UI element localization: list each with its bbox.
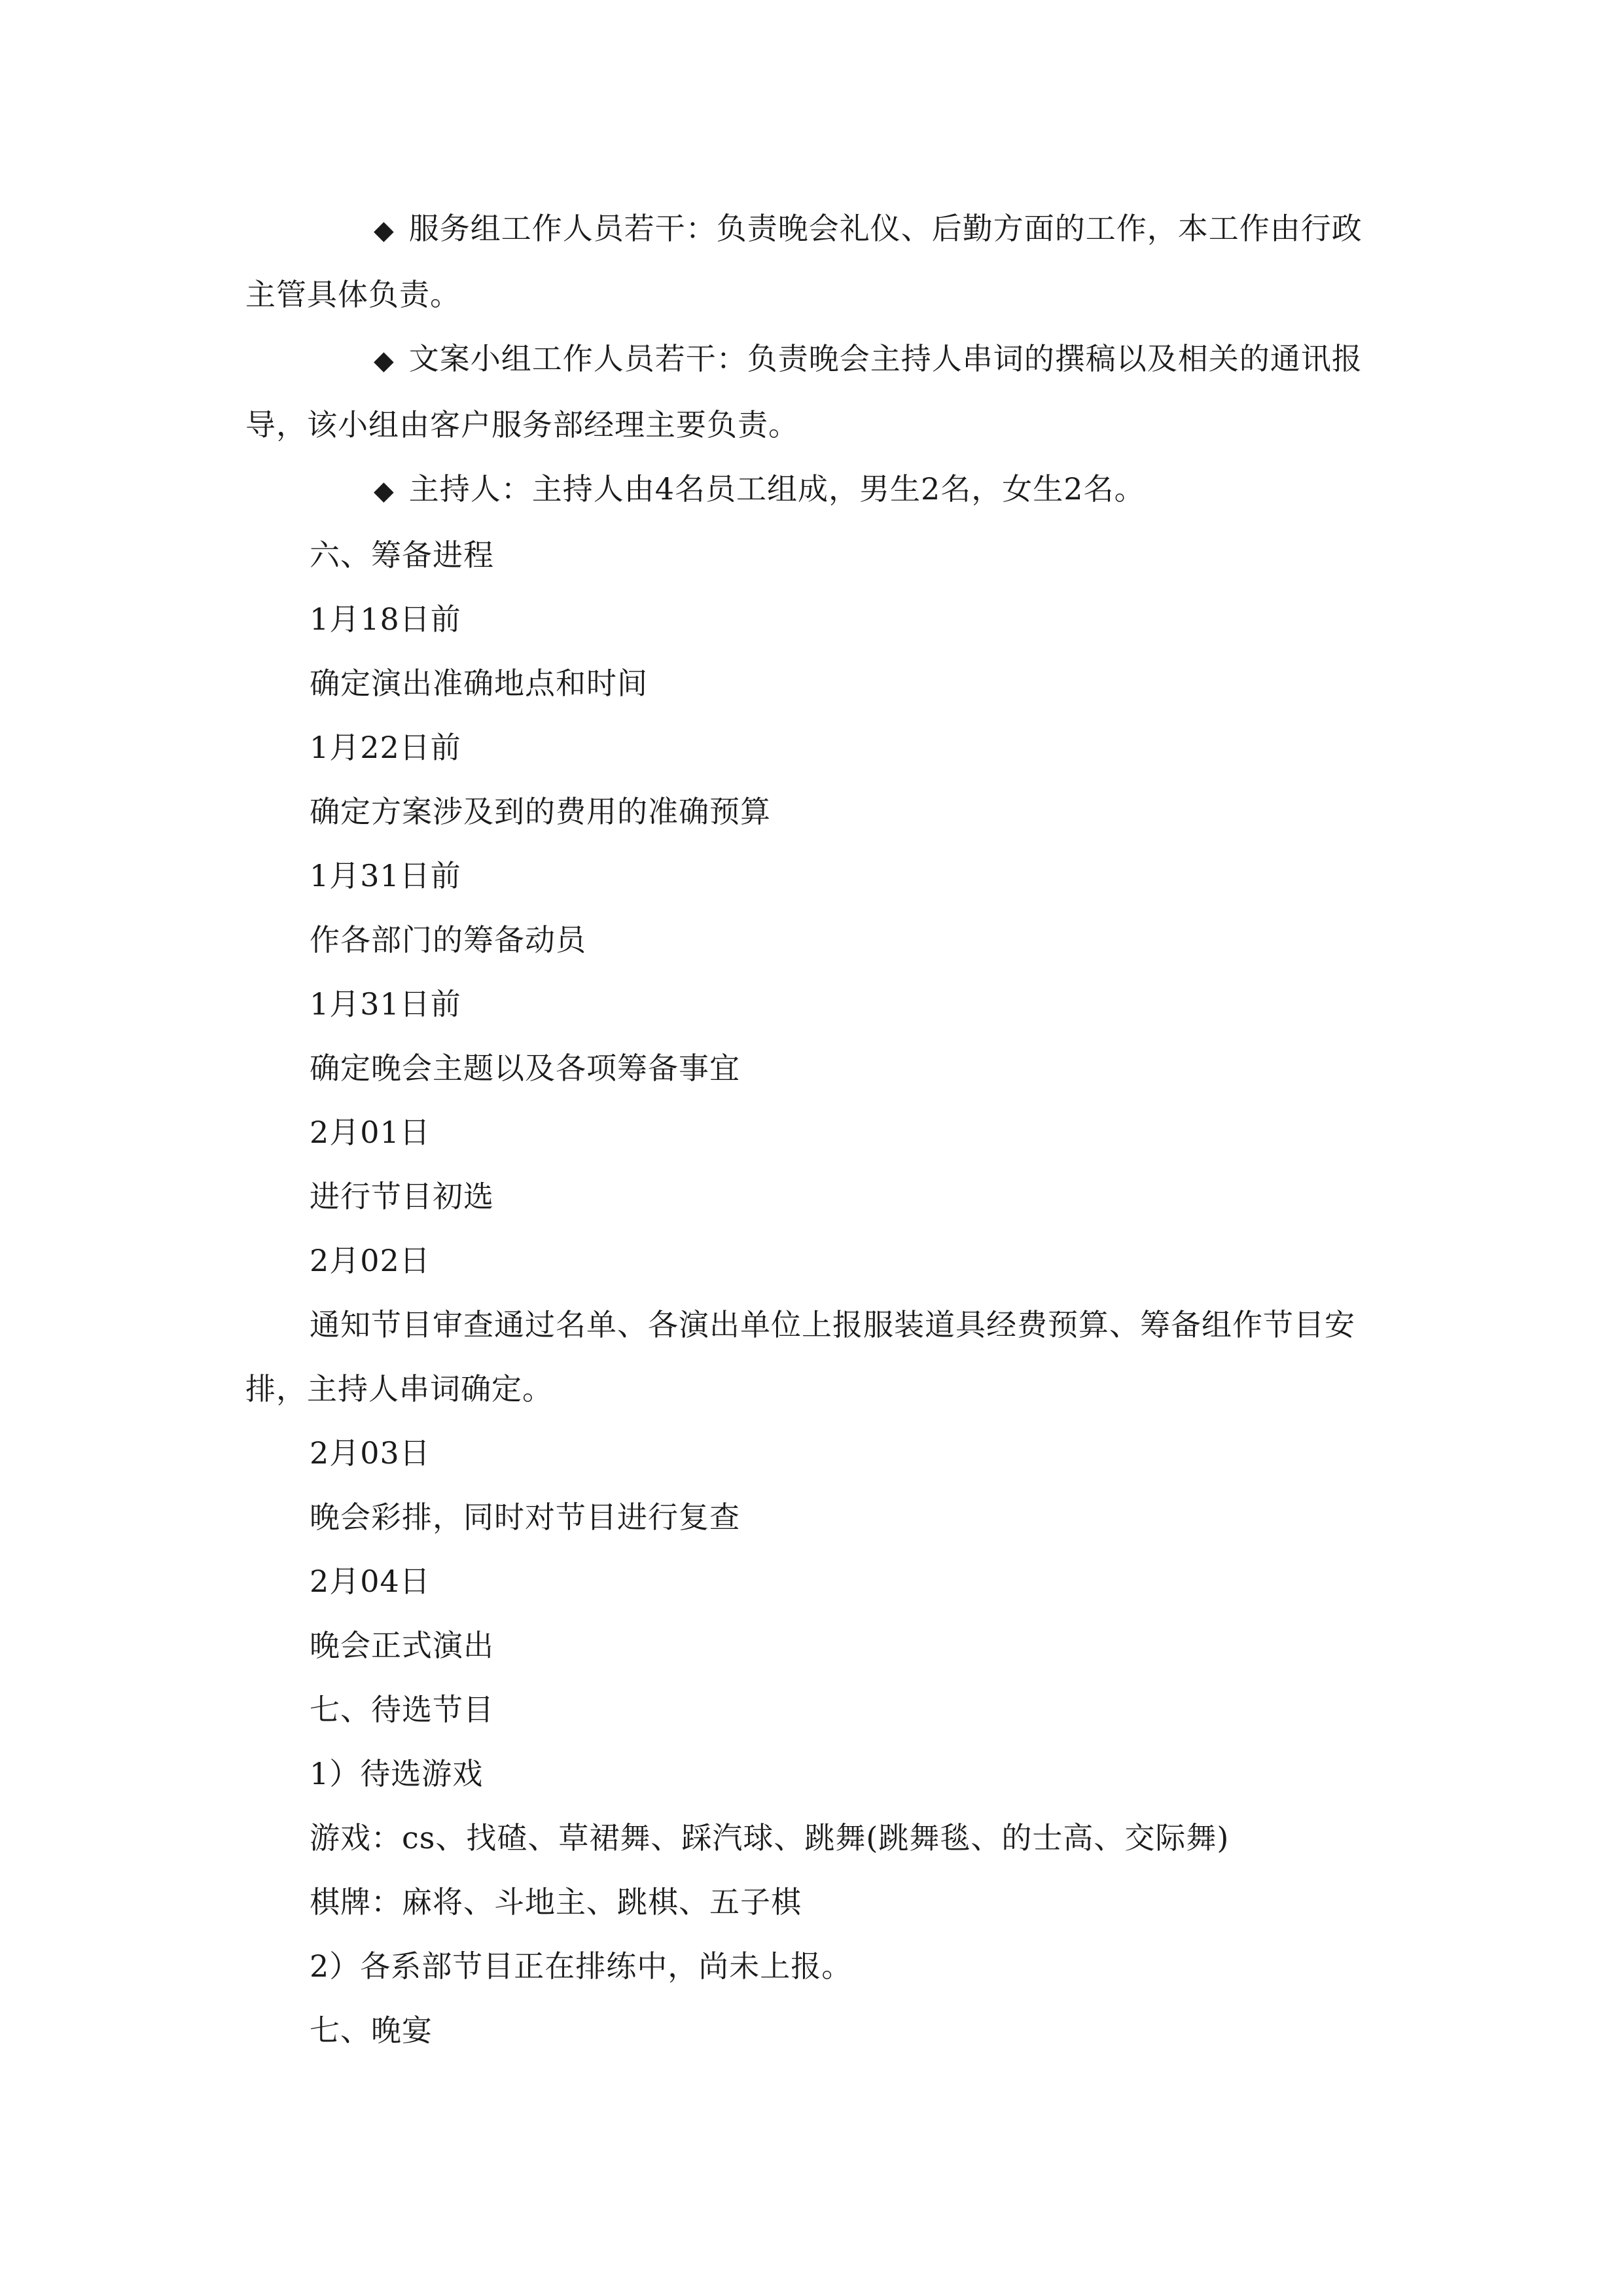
- bullet-paragraph: [245, 457, 1381, 523]
- schedule-date: 1月31日前: [310, 986, 461, 1022]
- paragraph-text: 文案小组工作人员若干：负责晚会主持人串词的撰稿以及相关的通讯报导，该小组由客户服务部经理主要负责。: [245, 341, 1363, 442]
- section-heading: 七、晚宴: [310, 2013, 433, 2048]
- document-body: [245, 196, 1381, 2062]
- schedule-task: 作各部门的筹备动员: [310, 922, 586, 958]
- schedule-date: 1月31日前: [310, 858, 461, 893]
- schedule-task: 确定方案涉及到的费用的准确预算: [310, 794, 771, 829]
- paragraph-text: 服务组工作人员若干：负责晚会礼仪、后勤方面的工作，本工作由行政主管具体负责。: [245, 211, 1363, 312]
- diamond-bullet-icon: ◆: [374, 215, 395, 245]
- schedule-date: 1月18日前: [310, 601, 461, 637]
- list-item: 2）各系部节目正在排练中，尚未上报。: [310, 1948, 853, 1984]
- schedule-date: 1月22日前: [310, 730, 461, 765]
- list-item: 游戏：cs、找碴、草裙舞、踩汽球、跳舞(跳舞毯、的士高、交际舞): [310, 1820, 1230, 1856]
- bullet-paragraph: [245, 327, 1381, 457]
- diamond-bullet-icon: ◆: [374, 346, 395, 376]
- schedule-date: 2月01日: [310, 1115, 431, 1150]
- section-heading: 六、筹备进程: [310, 537, 494, 573]
- list-item: 棋牌：麻将、斗地主、跳棋、五子棋: [310, 1884, 802, 1920]
- bullet-paragraph: [245, 196, 1381, 327]
- schedule-task: 晚会正式演出: [310, 1628, 494, 1663]
- schedule-task: 确定演出准确地点和时间: [310, 666, 648, 701]
- section-heading: 七、待选节目: [310, 1692, 494, 1727]
- schedule-date: 2月03日: [310, 1435, 431, 1471]
- list-item: 1）待选游戏: [310, 1756, 484, 1791]
- schedule-date: 2月04日: [310, 1564, 431, 1599]
- schedule-task: 通知节目审查通过名单、各演出单位上报服装道具经费预算、筹备组作节目安排，主持人串词确定。: [245, 1307, 1355, 1407]
- schedule-task: 确定晚会主题以及各项筹备事宜: [310, 1050, 740, 1086]
- schedule-task: 晚会彩排，同时对节目进行复查: [310, 1499, 740, 1535]
- schedule-task: 进行节目初选: [310, 1179, 494, 1214]
- paragraph-text: 主持人：主持人由4名员工组成，男生2名，女生2名。: [408, 471, 1145, 507]
- diamond-bullet-icon: ◆: [374, 476, 395, 506]
- schedule-date: 2月02日: [310, 1243, 431, 1278]
